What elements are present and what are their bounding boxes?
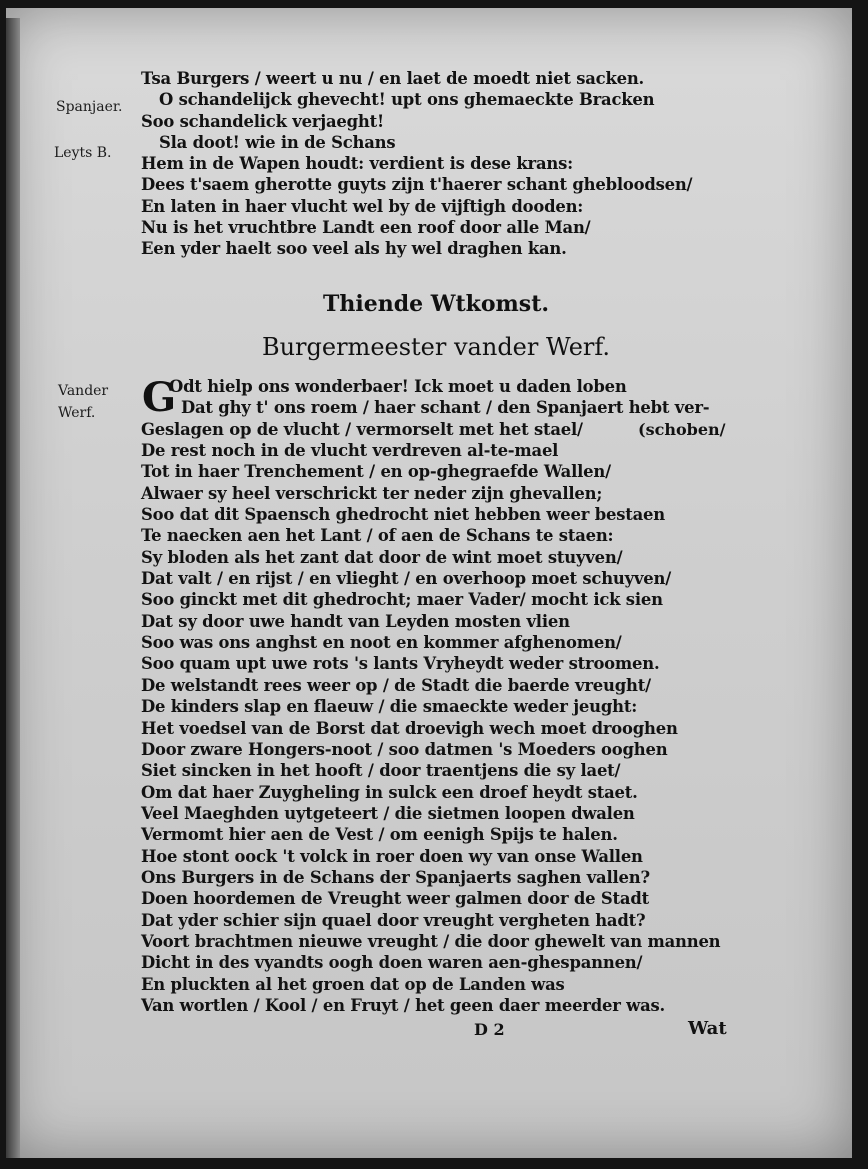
scene-title: Burgermeester vander Werf. [261,333,611,361]
speaker-werf: Werf. [58,405,96,421]
verse-line: Dat ghy t' ons roem / haer schant / den Spanjaert hebt ver- [181,398,710,418]
verse-line: Door zware Hongers-noot / soo datmen 's Moeders ooghen [141,739,668,759]
verse-line: Dat valt / en rijst / en vlieght / en overhoop moet schuyven/ [141,569,672,589]
verse-line: De welstandt rees weer op / de Stadt die baerde vreught/ [141,675,651,695]
verse-line: Siet sincken in het hooft / door traentjens die sy laet/ [141,761,621,781]
section-heading: Thiende Wtkomst. [322,291,550,317]
verse-line: Dat yder schier sijn quael door vreught vergheten hadt? [141,910,646,930]
verse-line: Soo was ons anghst en noot en kommer afghenomen/ [141,633,622,653]
verse-line: Van wortlen / Kool / en Fruyt / het geen daer meerder was. [141,995,666,1015]
verse-line: O schandelijck ghevecht! upt ons ghemaeckte Bracken [159,90,655,110]
verse-line: Dees t'saem gherotte guyts zijn t'haerer schant ghebloodsen/ [141,175,693,195]
catchword: Wat [688,1018,727,1039]
verse-line: Odt hielp ons wonderbaer! Ick moet u daden loben [169,377,627,396]
verse-line: Hoe stont oock 't volck in roer doen wy van onse Wallen [141,846,643,866]
verse-line: Dat sy door uwe handt van Leyden mosten vlien [141,611,570,631]
verse-line: En laten in haer vlucht wel by de vijftigh dooden: [141,196,584,216]
verse-line: Doen hoordemen de Vreught weer galmen door de Stadt [141,889,649,909]
verse-line: Sy bloden als het zant dat door de wint moet stuyven/ [141,547,623,567]
overflow-turnover: (schoben/ [638,420,726,439]
verse-line: Dicht in des vyandts oogh doen waren aen-ghespannen/ [141,953,643,973]
verse-line: Geslagen op de vlucht / vermorselt met het stael/ [141,419,583,439]
verse-line: Te naecken aen het Lant / of aen de Schans te staen: [141,526,614,546]
verse-line: Om dat haer Zuygheling in sulck een droef heydt staet. [141,782,638,802]
verse-line: De rest noch in de vlucht verdreven al-te-mael [141,441,559,461]
speaker-leyts-b: Leyts B. [54,145,112,161]
verse-line: Alwaer sy heel verschrickt ter neder zijn ghevallen; [141,483,603,503]
verse-line: Voort brachtmen nieuwe vreught / die door ghewelt van mannen [141,931,721,951]
speaker-spanjaer: Spanjaer. [56,99,123,115]
verse-line: De kinders slap en flaeuw / die smaeckte weder jeught: [141,697,638,717]
verse-line: Tot in haer Trenchement / en op-ghegraefde Wallen/ [141,462,611,482]
drop-cap: G [142,374,177,421]
verse-line: Het voedsel van de Borst dat droevigh wech moet drooghen [141,718,678,738]
verse-line: Soo schandelick verjaeght! [141,111,384,131]
verse-line: Soo ginckt met dit ghedrocht; maer Vader/ mocht ick sien [141,590,663,610]
page-gutter-edge [6,18,20,1158]
verse-line: Soo dat dit Spaensch ghedrocht niet hebben weer bestaen [141,505,665,525]
verse-line: Nu is het vruchtbre Landt een roof door alle Man/ [141,218,591,238]
verse-line: En pluckten al het groen dat op de Landen was [141,974,565,994]
verse-line: Ons Burgers in de Schans der Spanjaerts saghen vallen? [141,867,650,887]
verse-block-2 [141,376,720,1016]
verse-line: Soo quam upt uwe rots 's lants Vryheydt weder stroomen. [141,654,660,674]
verse-line: Een yder haelt soo veel als hy wel draghen kan. [141,239,567,259]
book-page [6,8,852,1158]
verse-line: Vermomt hier aen de Vest / om eenigh Spijs te halen. [141,825,618,845]
signature-mark: D 2 [474,1020,505,1039]
verse-line: Veel Maeghden uytgeteert / die sietmen loopen dwalen [141,803,635,823]
verse-block-1 [141,68,692,260]
verse-line: Tsa Burgers / weert u nu / en laet de moedt niet sacken. [141,69,645,88]
verse-line: Hem in de Wapen houdt: verdient is dese krans: [141,154,573,174]
verse-line: Sla doot! wie in de Schans [159,132,396,152]
speaker-vander: Vander [58,383,109,399]
